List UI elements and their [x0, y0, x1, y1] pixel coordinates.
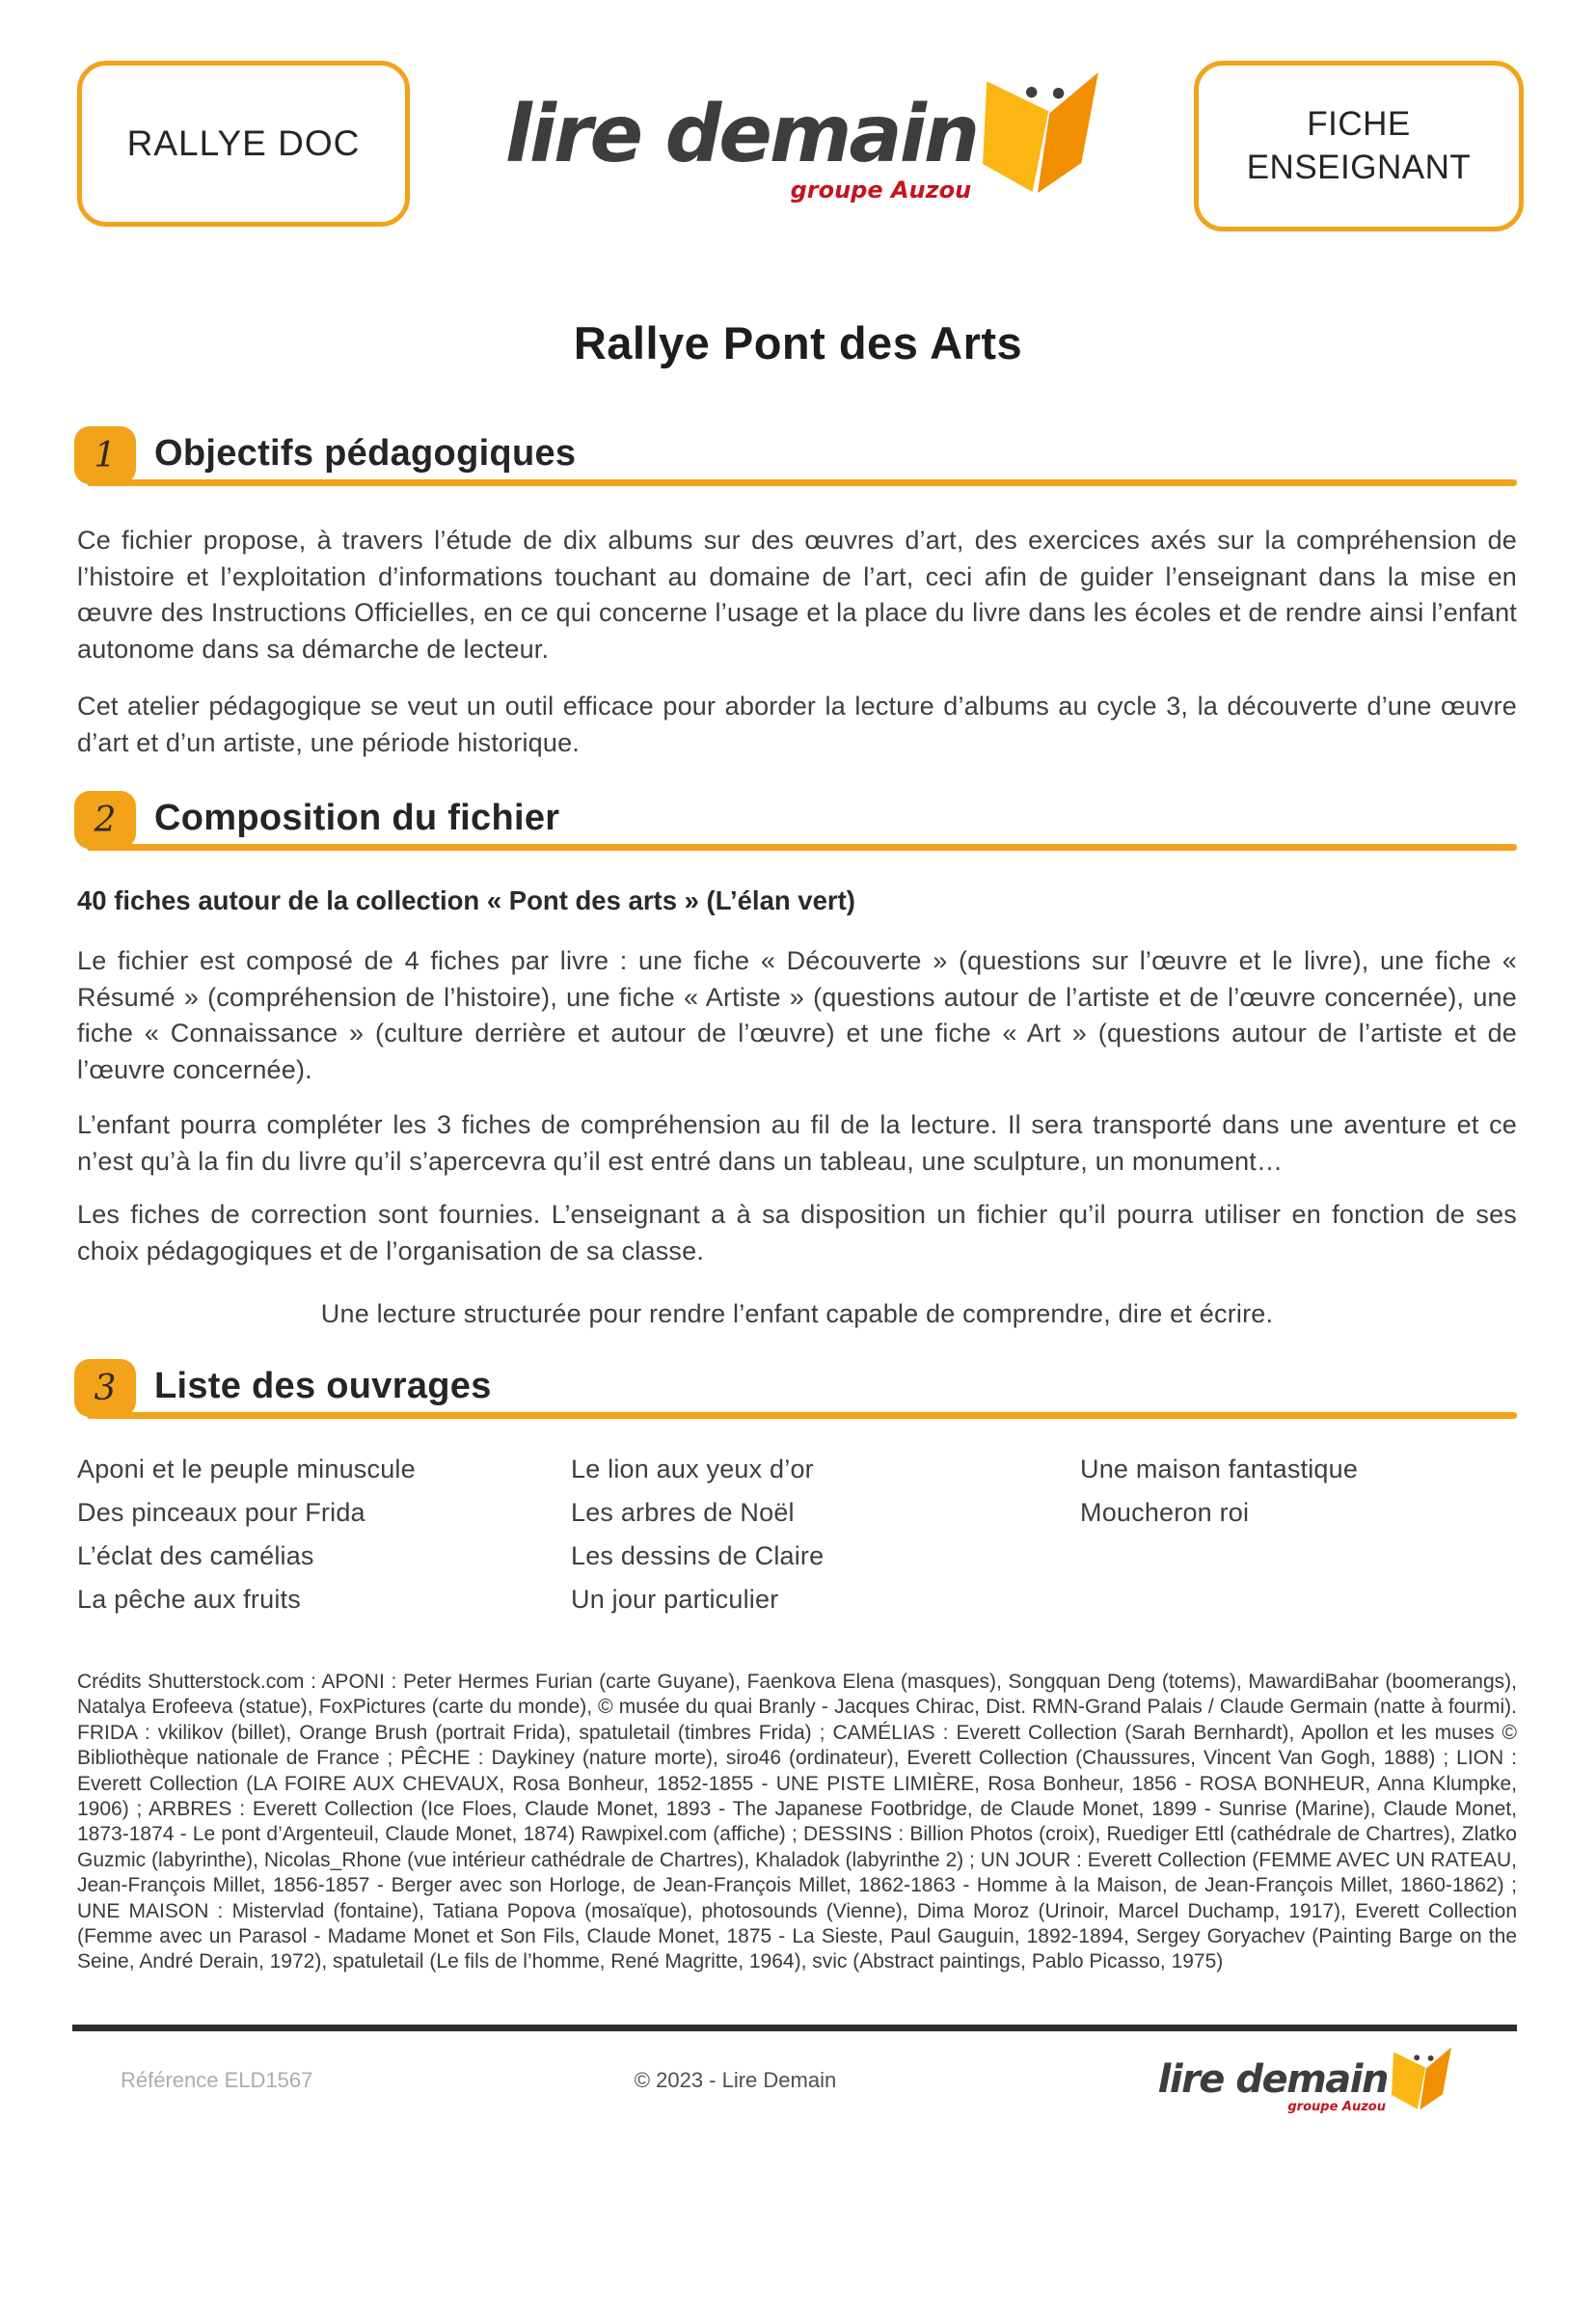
section-1-title: Objectifs pédagogiques: [154, 433, 577, 474]
section-3-number-badge: 3: [74, 1359, 136, 1417]
section-1-header: [77, 426, 1517, 484]
footer-reference: Référence ELD1567: [121, 2067, 313, 2092]
footer-copyright: © 2023 - Lire Demain: [634, 2067, 837, 2092]
section-2-header: [77, 791, 1517, 849]
logo-wordmark: lire demain: [504, 89, 978, 180]
section-3-rule: [87, 1412, 1517, 1419]
lire-demain-logo: [504, 68, 1098, 204]
page-footer: [121, 2047, 1451, 2114]
book-title: Aponi et le peuple minuscule: [77, 1455, 416, 1483]
book-list-column-1: [77, 1448, 571, 1621]
logo-groupe-auzou: groupe Auzou: [790, 177, 972, 204]
footer-lire-demain-logo: [1157, 2047, 1451, 2114]
book-title: Le lion aux yeux d’or: [571, 1455, 814, 1483]
objectifs-paragraph-1: Ce fichier propose, à travers l’étude de dix albums sur des œuvres d’art, des exercices axés sur la compréhension de l’histoire et l’exploitation d’informations touchant au domaine de l’art, ceci afin de guider l’enseignant dans la mise en œuvre des Instructions Officielles, en ce qui concerne l’usage et la place du livre dans les écoles et de rendre ainsi l’enfant autonome dans sa démarche de lecteur.: [77, 526, 1517, 664]
book-list-column-2: [571, 1448, 1080, 1621]
section-1-number-badge: 1: [74, 426, 136, 484]
rallye-doc-label: RALLYE DOC: [126, 123, 361, 163]
footer-open-book-icon: [1392, 2047, 1451, 2110]
book-title: Les dessins de Claire: [571, 1541, 825, 1570]
composition-tagline: Une lecture structurée pour rendre l’enfant capable de comprendre, dire et écrire.: [320, 1299, 1274, 1328]
footer-rule: [72, 2025, 1517, 2031]
book-list: [77, 1448, 1517, 1621]
book-title: La pêche aux fruits: [77, 1585, 301, 1614]
objectifs-paragraph-2: Cet atelier pédagogique se veut un outil efficace pour aborder la lecture d’albums au cycle 3, la découverte d’une œuvre d’art et d’un artiste, une période historique.: [77, 692, 1517, 757]
footer-logo-wordmark: lire demain: [1157, 2056, 1388, 2102]
composition-paragraph-3: Les fiches de correction sont fournies. L’enseignant a à sa disposition un fichier qu’il pourra utiliser en fonction de ses choix pédagogiques et de l’organisation de sa classe.: [77, 1200, 1517, 1265]
logo-text-wrap: [504, 89, 978, 204]
footer-logo-text-wrap: [1157, 2056, 1388, 2114]
fiche-enseignant-badge: [1194, 61, 1524, 231]
open-book-icon: [983, 72, 1098, 193]
section-2-rule: [87, 844, 1517, 851]
section-2-title: Composition du fichier: [154, 798, 560, 838]
fiche-label-line1: FICHE: [1307, 105, 1411, 144]
book-title: Les arbres de Noël: [571, 1498, 795, 1527]
book-title: Une maison fantastique: [1080, 1455, 1359, 1483]
page-header: [77, 61, 1524, 231]
composition-paragraph-1: Le fichier est composé de 4 fiches par livre : une fiche « Découverte » (questions sur l’œuvre et le livre), une fiche « Résumé » (compréhension de l’histoire), une fiche « Artiste » (questions autour de l’artiste et de l’œuvre concernée), une fiche « Connaissance » (culture derrière et autour de l’œuvre) et une fiche « Art » (questions autour de l’artiste et de l’œuvre concernée).: [77, 946, 1517, 1084]
rallye-doc-badge: [77, 61, 410, 227]
book-title: Un jour particulier: [571, 1585, 779, 1614]
book-title: Des pinceaux pour Frida: [77, 1498, 365, 1527]
fiche-label-line2: ENSEIGNANT: [1246, 148, 1472, 186]
footer-logo-groupe-auzou: groupe Auzou: [1287, 2099, 1386, 2114]
photo-credits: Crédits Shutterstock.com : APONI : Peter Hermes Furian (carte Guyane), Faenkova Elena (masques), Songquan Deng (totems), MawardiBahar (boomerangs), Natalya Erofeeva (statue), FoxPictures (carte du monde), © musée du quai Branly - Jacques Chirac, Dist. RMN-Grand Palais / Claude Germain (natte à fourmi). FRIDA : vkilikov (billet), Orange Brush (portrait Frida), spatuletail (timbres Frida) ; CAMÉLIAS : Everett Collection (Sarah Bernhardt), Apollon et les muses © Bibliothèque nationale de France ; PÊCHE : Daykiney (nature morte), siro46 (ordinateur), Everett Collection (Chaussures, Vincent Van Gogh, 1888) ; LION : Everett Collection (LA FOIRE AUX CHEVAUX, Rosa Bonheur, 1852-1855 - UNE PISTE LIMIÈRE, Rosa Bonheur, 1856 - ROSA BONHEUR, Anna Klumpke, 1906) ; ARBRES : Everett Collection (Ice Floes, Claude Monet, 1893 - The Japanese Footbridge, de Claude Monet, 1899 - Sunrise (Marine), Claude Monet, 1873-1874 - Le pont d’Argenteuil, Claude Monet, 1874) Rawpixel.com (affiche) ; DESSINS : Billion Photos (croix), Ruediger Ettl (cathédrale de Chartres), Zlatko Guzmic (labyrinthe), Nicolas_Rhone (vue intérieur cathédrale de Chartres), Khaladok (labyrinthe 2) ; UN JOUR : Everett Collection (FEMME AVEC UN RATEAU, Jean-François Millet, 1856-1857 - Berger avec son Horloge, de Jean-François Millet, 1862-1863 - Homme à la Maison, de Jean-François Millet, 1860-1862) ; UNE MAISON : Mistervlad (fontaine), Tatiana Popova (mosaïque), photosounds (Vienne), Dima Moroz (Urinoir, Marcel Duchamp, 1917), Everett Collection (Femme avec un Parasol - Madame Monet et Son Fils, Claude Monet, 1875 - La Sieste, Paul Gauguin, 1892-1894, Sergey Goryachev (Painting Barge on the Seine, André Derain, 1972), spatuletail (Le fils de l’homme, René Magritte, 1964), svic (Abstract paintings, Pablo Picasso, 1975): [77, 1671, 1517, 1973]
composition-subtitle: 40 fiches autour de la collection « Pont des arts » (L’élan vert): [77, 885, 855, 915]
page-title: Rallye Pont des Arts: [573, 317, 1023, 368]
book-list-column-3: [1080, 1448, 1517, 1621]
book-title: Moucheron roi: [1080, 1498, 1250, 1527]
section-3-header: [77, 1359, 1517, 1417]
section-1-rule: [87, 479, 1517, 486]
book-title: L’éclat des camélias: [77, 1541, 314, 1570]
composition-paragraph-2: L’enfant pourra compléter les 3 fiches de compréhension au fil de la lecture. Il sera transporté dans une aventure et ce n’est qu’à la fin du livre qu’il s’apercevra qu’il est entré dans un tableau, une sculpture, un monument…: [77, 1110, 1517, 1176]
section-3-title: Liste des ouvrages: [154, 1366, 492, 1406]
section-2-number-badge: 2: [74, 791, 136, 849]
